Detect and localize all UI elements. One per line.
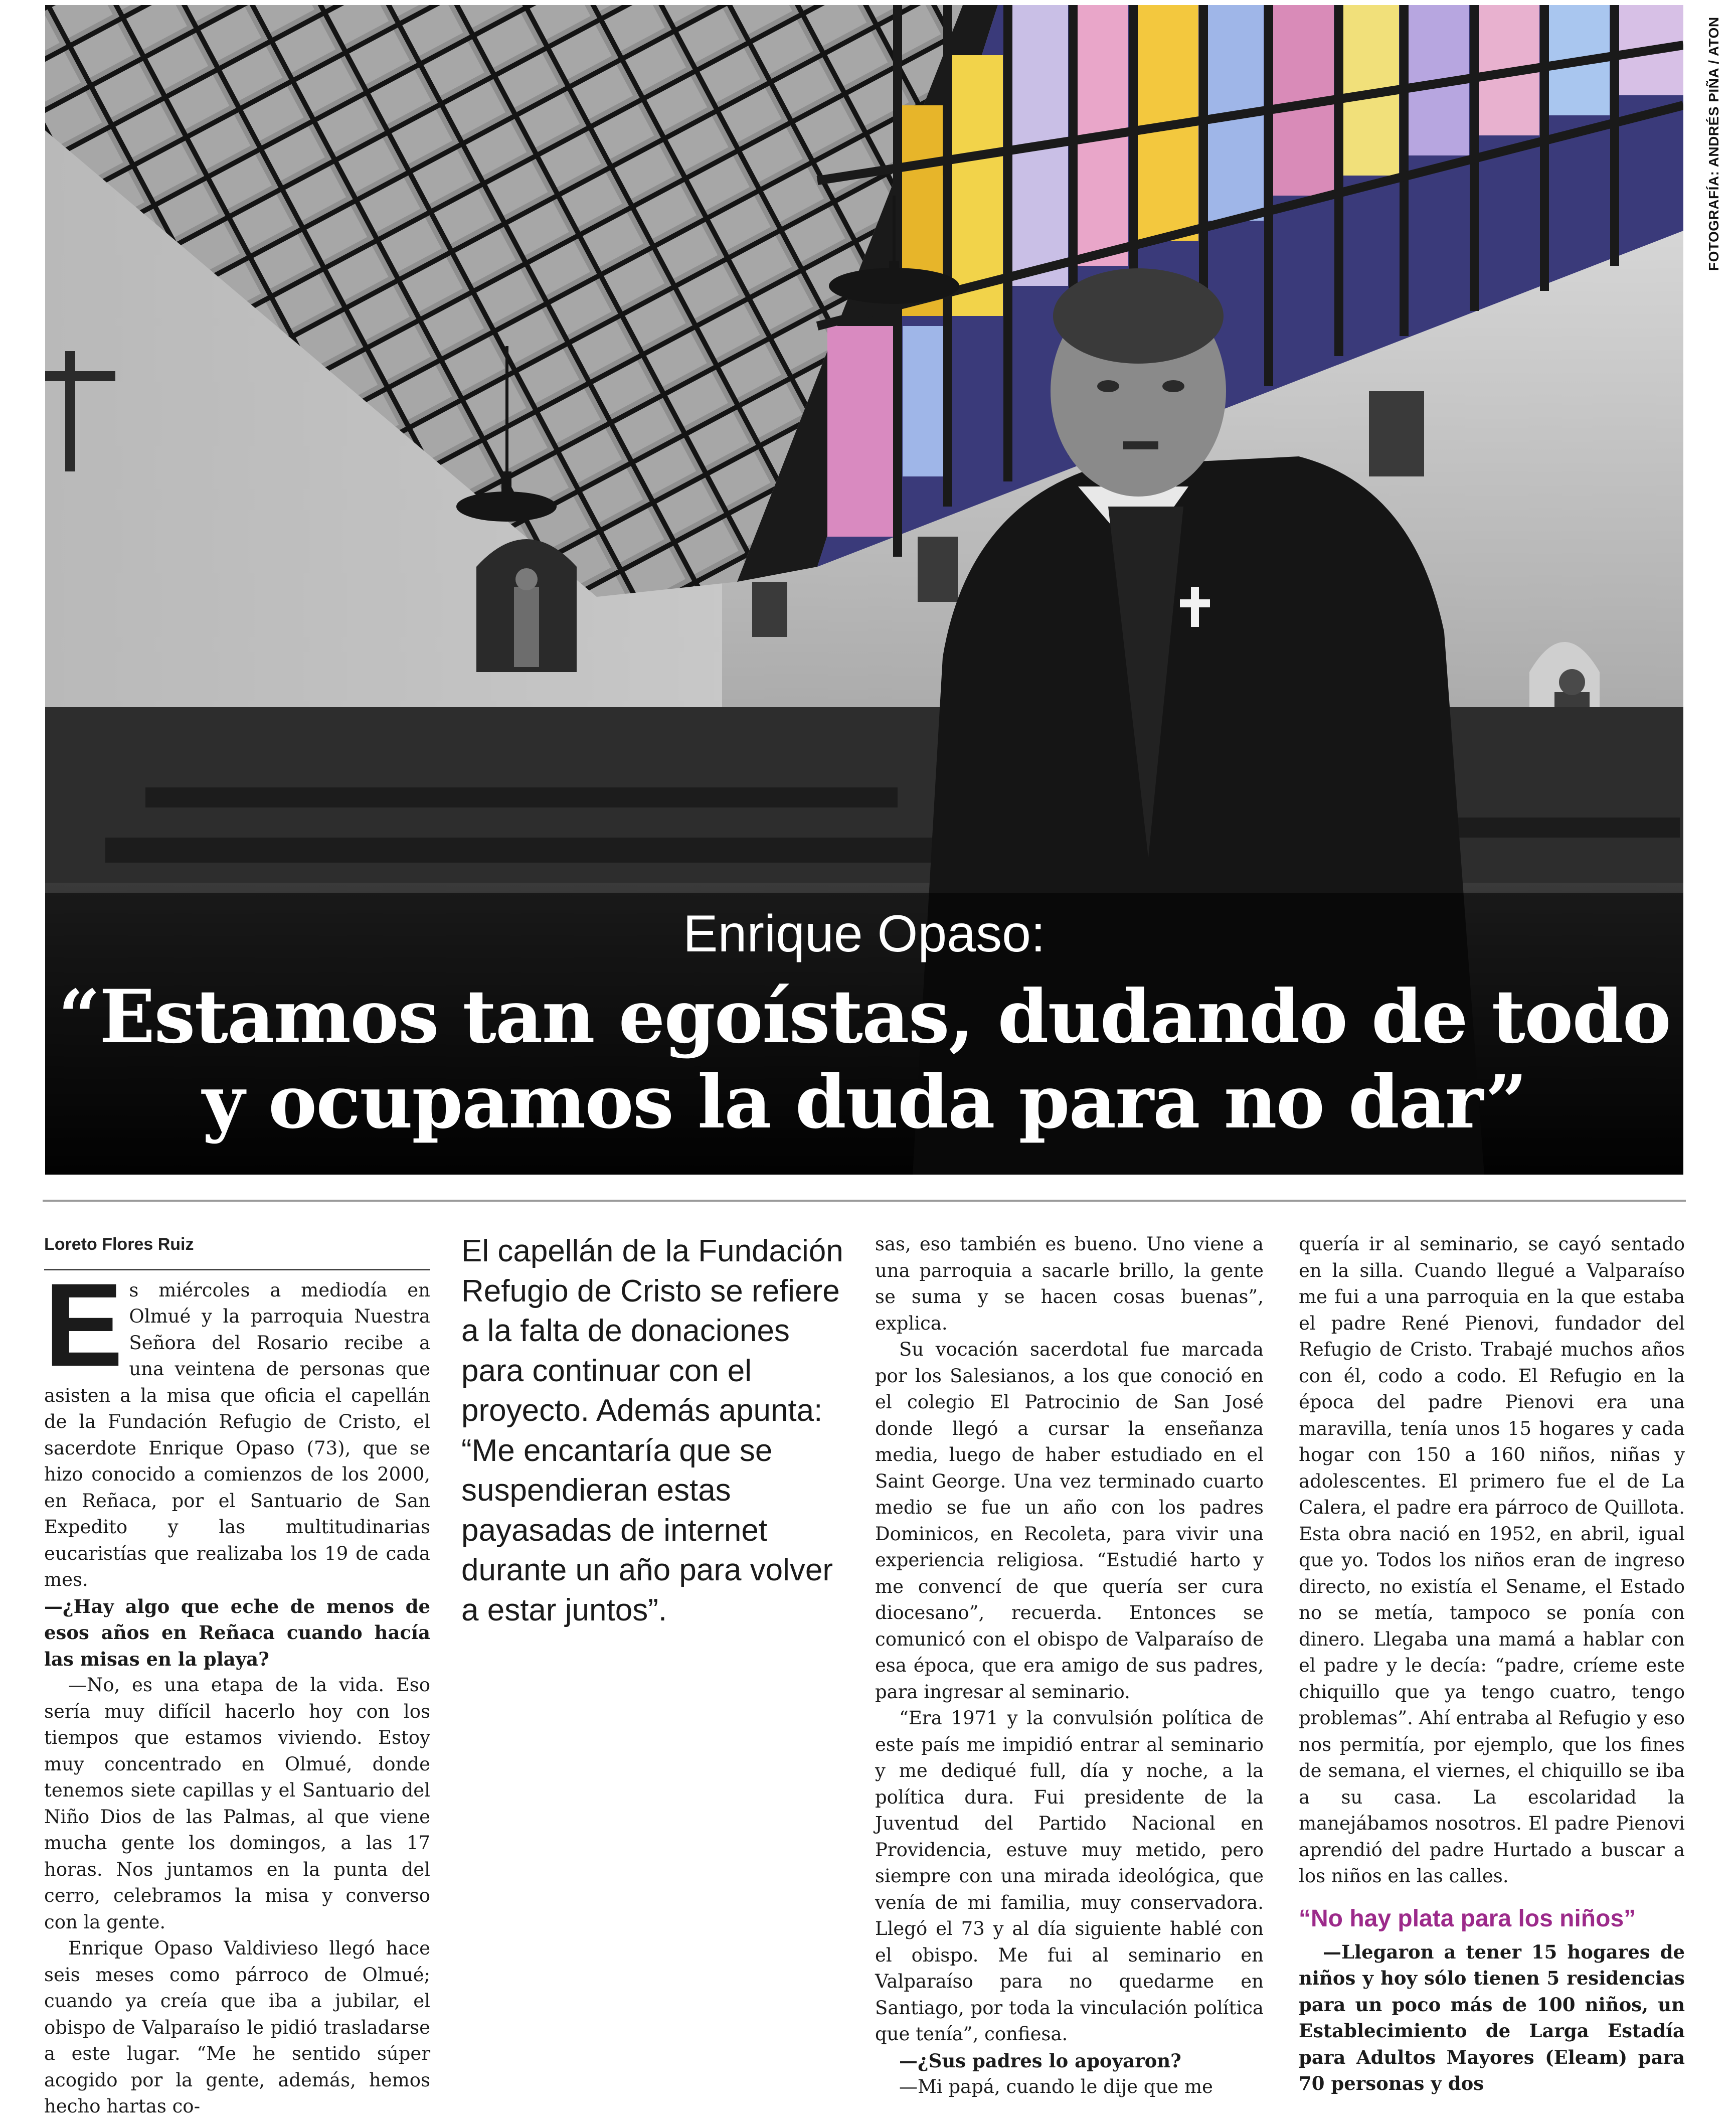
drop-cap: E: [44, 1258, 123, 1391]
article-column-3: [875, 1231, 1264, 2100]
body-paragraph: sas, eso también es bueno. Uno viene a una parroquia a sacarle brillo, la gente se suma y se hacen cosas buenas”, explica.: [875, 1233, 1264, 1334]
article-column-1: [44, 1231, 430, 2120]
body-paragraph: Enrique Opaso Valdivieso llegó hace seis meses como párroco de Olmué; cuando ya creía que iba a jubilar, el obispo de Valparaíso le pidió trasladarse a este lugar. “Me he sentido súper acogido por la gente, además, hemos hecho hartas co-: [44, 1937, 430, 2117]
interview-question: —Llegaron a tener 15 hogares de niños y hoy sólo tienen 5 residencias para un poco más de 100 niños, un Establecimiento de Larga Estadía para Adultos Mayores (Eleam) para 70 personas y dos: [1299, 1940, 1685, 2094]
body-paragraph: Su vocación sacerdotal fue marcada por los Salesianos, a los que conoció en el colegio El Patrocinio de San José donde llegó a cursar la enseñanza media, luego de haber estudiado en el Saint George. Una vez terminado cuarto medio se fue un año con los padres Dominicos, en Recoleta, para vivir una experiencia religiosa. “Estudié harto y me convencí de que quería ser cura diocesano”, recuerda. Entonces se comunicó con el obispo de Valparaíso de esa época, que era amigo de sus padres, para ingresar al seminario.: [875, 1339, 1264, 1703]
article-column-4: [1299, 1231, 1685, 2097]
headline-quote: [45, 974, 1683, 1145]
section-rule: [43, 1200, 1686, 1202]
body-paragraph: “Era 1971 y la convulsión política de este país me impidió entrar al seminario y me dediqué full, día y noche, a la política dura. Fui presidente de la Juventud del Partido Nacional en Providencia, estuve muy metido, pero siempre con una mirada ideológica, que venía de mi familia, muy conservadora. Llegó el 73 y al día siguiente hablé con el obispo. Me fui al seminario en Valparaíso para no quedarme en Santiago, por toda la vinculación política que tenía”, confiesa.: [875, 1707, 1264, 2045]
interview-question: —¿Sus padres lo apoyaron?: [899, 2049, 1181, 2072]
body-paragraph: quería ir al seminario, se cayó sentado en la silla. Cuando llegué a Valparaíso me fui a una parroquia en la que estaba el padre René Pienovi, fundador del Refugio de Cristo. Trabajé muchos años con él, codo a codo. El Refugio en la época del padre Pienovi era una maravilla, tenía unos 15 hogares y cada hogar con 150 a 160 niños, niñas y adolescentes. El primero fue el de La Calera, el padre era párroco de Quillota. Esta obra nació en 1952, en abril, igual que yo. Todos los niños eran de ingreso directo, no existía el Sename, el Estado no se metía, tampoco se ponía con dinero. Llegaba una mamá a hablar con el padre y le decía: “padre, críeme este chiquillo que ya tengo cuatro, tengo problemas”. Ahí entraba al Refugio y eso nos permitía, por ejemplo, que los fines de semana, el viernes, el chiquillo se iba a su casa. La escolaridad la manejábamos nosotros. El padre Pienovi aprendió del padre Hurtado a buscar a los niños en las calles.: [1299, 1233, 1685, 1887]
headline-quote-line-1: “Estamos tan egoístas, dudando de todo: [58, 974, 1670, 1060]
headline-kicker: Enrique Opaso:: [683, 905, 1046, 963]
interview-answer: —Mi papá, cuando le dije que me: [899, 2076, 1213, 2097]
headline: [45, 905, 1683, 1145]
byline: Loreto Flores Ruiz: [44, 1231, 430, 1270]
lead-paragraph: Es miércoles a mediodía en Olmué y la parroquia Nuestra Señora del Rosario recibe a una veintena de personas que asisten a la misa que oficia el capellán de la Fundación Refugio de Cristo, el sacerdote Enrique Opaso (73), que se hizo conocido a comienzos de los 2000, en Reñaca, por el Santuario de San Expedito y las multitudinarias eucaristías que realizaba los 19 de cada mes.: [44, 1258, 430, 1590]
photo-credit: FOTOGRAFÍA: ANDRÉS PIÑA / ATON: [1706, 17, 1721, 271]
interview-question: —¿Hay algo que eche de menos de esos años en Reñaca cuando hacía las misas en la playa?: [44, 1595, 430, 1670]
interview-answer: —No, es una etapa de la vida. Eso sería muy difícil hacerlo hoy con los tiempos que estamos viviendo. Estoy muy concentrado en Olmué, donde tenemos siete capillas y el Santuario del Niño Dios de las Palmas, al que viene mucha gente los domingos, a las 17 horas. Nos juntamos en la punta del cerro, celebramos la misa y converso con la gente.: [44, 1674, 430, 1933]
section-subhead: “No hay plata para los niños”: [1299, 1905, 1636, 1932]
pull-quote: El capellán de la Fundación Refugio de Cristo se refiere a la falta de donaciones para continuar con el proyecto. Además apunta: “Me encantaría que se suspendieran estas payasadas de internet durante un año para volver a estar juntos”.: [461, 1234, 843, 1627]
headline-quote-line-2: y ocupamos la duda para no dar”: [202, 1059, 1526, 1145]
